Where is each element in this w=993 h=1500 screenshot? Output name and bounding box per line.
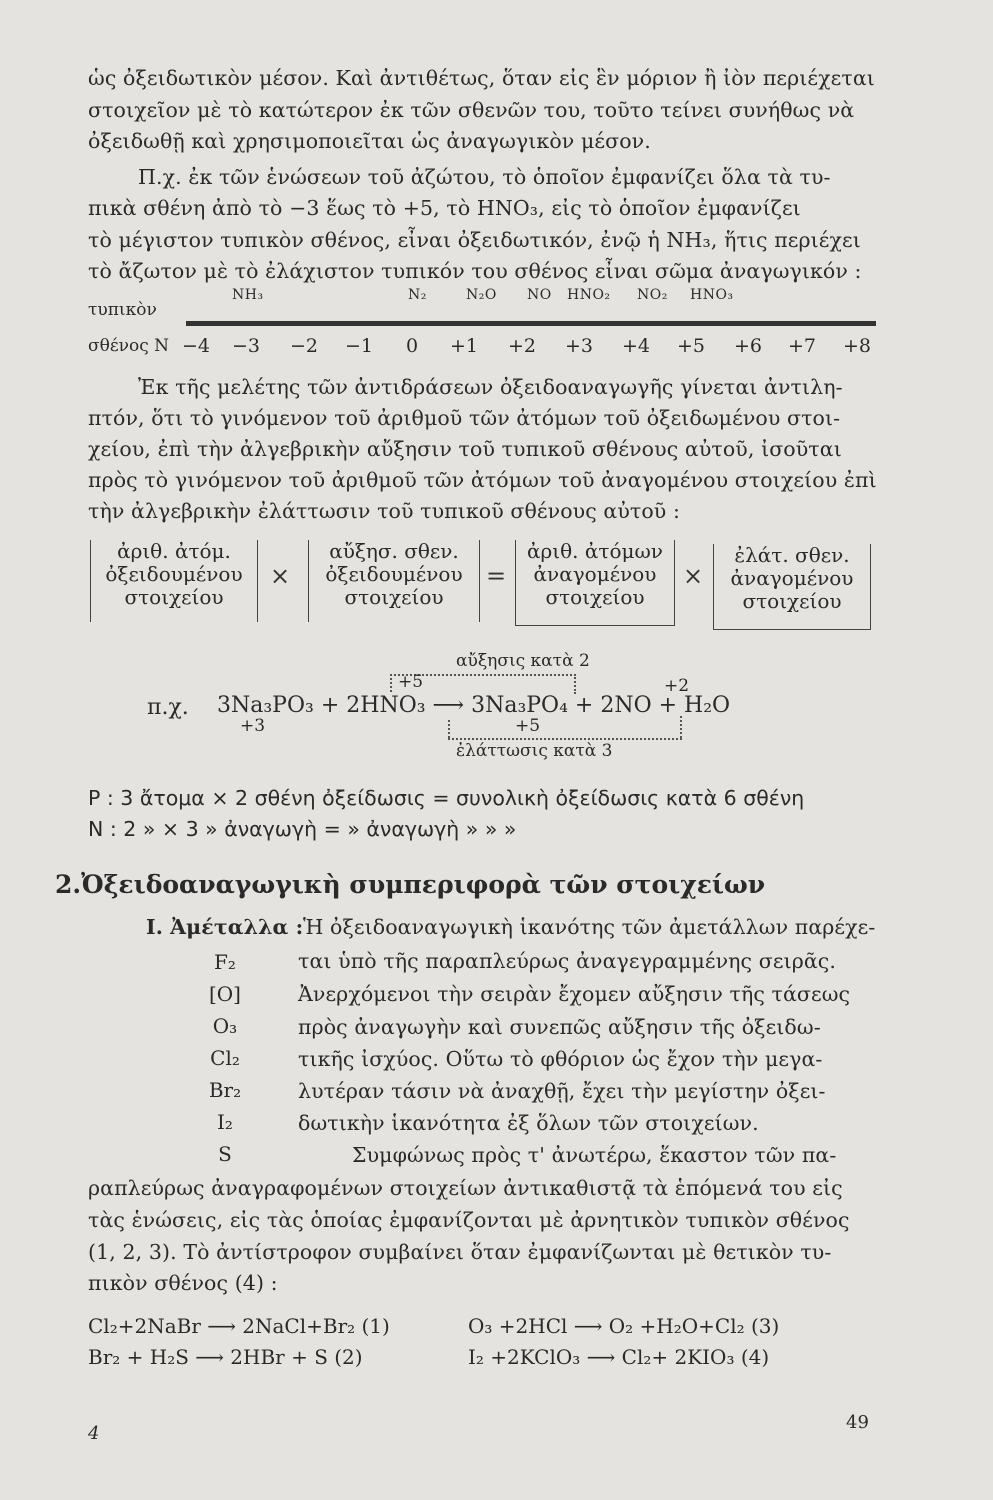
text-line: τὰς ἑνώσεις, εἰς τὰς ὁποίας ἐμφανίζονται μὲ ἀρνητικὸν τυπικὸν σθένος xyxy=(88,1208,850,1232)
series-element: F₂ xyxy=(214,950,236,974)
page-number: 49 xyxy=(846,1412,869,1433)
text-line: ὡς ὀξειδωτικὸν μέσον. Καὶ ἀντιθέτως, ὅταν εἰς ἓν μόριον ἢ ἰὸν περιέχεται xyxy=(88,66,875,90)
signature-mark: 4 xyxy=(88,1423,100,1444)
series-element: O₃ xyxy=(212,1014,238,1038)
text-line: πρὸς ἀναγωγὴν καὶ συνεπῶς αὔξησιν τῆς ὀξειδω- xyxy=(298,1015,821,1039)
text-line: Π.χ. ἐκ τῶν ἑνώσεων τοῦ ἀζώτου, τὸ ὁποῖον ἐμφανίζει ὅλα τὰ τυ- xyxy=(138,165,831,189)
text-line: Ἐκ τῆς μελέτης τῶν ἀντιδράσεων ὀξειδοαναγωγῆς γίνεται ἀντιλη- xyxy=(138,375,843,399)
formula-box-line: ἀριθ. ἀτόμ. xyxy=(117,539,231,563)
text-line: ραπλεύρως ἀναγραφομένων στοιχείων ἀντικαθιστᾷ τὰ ἑπόμενά του εἰς xyxy=(88,1176,843,1200)
equation: Br₂ + H₂S ⟶ 2HBr + S (2) xyxy=(88,1345,363,1369)
text-line: τὸ μέγιστον τυπικὸν σθένος, εἶναι ὀξειδωτικόν, ἐνῷ ἡ NH₃, ἥτις περιέχει xyxy=(88,228,861,252)
oxidation-value: +6 xyxy=(734,335,763,357)
formula-box-line: αὔξησ. σθεν. xyxy=(329,539,459,563)
text-line: πτόν, ὅτι τὸ γινόμενον τοῦ ἀριθμοῦ τῶν ἀτόμων τοῦ ὀξειδωμένου στοι- xyxy=(88,406,841,430)
text-line: πρὸς τὸ γινόμενον τοῦ ἀριθμοῦ τῶν ἀτόμων τοῦ ἀναγομένου στοιχείου ἐπὶ xyxy=(88,468,877,492)
oxidation-value: +5 xyxy=(677,335,706,357)
equation: I₂ +2KClO₃ ⟶ Cl₂+ 2KIO₃ (4) xyxy=(468,1345,770,1369)
formula-box-line: ὀξειδουμένου xyxy=(325,562,463,586)
text-line: (1, 2, 3). Τὸ ἀντίστροφον συμβαίνει ὅταν ἐμφανίζωνται μὲ θετικὸν τυ- xyxy=(88,1240,832,1264)
compound-label: N₂ xyxy=(408,287,427,303)
text-line: δωτικὴν ἱκανότητα ἐξ ὅλων τῶν στοιχείων. xyxy=(298,1111,759,1135)
oxidation-value: −2 xyxy=(290,335,319,357)
equation: Cl₂+2NaBr ⟶ 2NaCl+Br₂ (1) xyxy=(88,1314,390,1338)
oxidation-state: +2 xyxy=(664,676,690,696)
series-element: Br₂ xyxy=(208,1078,242,1102)
oxidation-state: +3 xyxy=(240,716,266,736)
number-line-label-bottom: σθένος N xyxy=(88,336,170,356)
text-line: πικὸν σθένος (4) : xyxy=(88,1271,278,1295)
text-line: στοιχεῖον μὲ τὸ κατώτερον ἐκ τῶν σθενῶν του, τοῦτο τείνει συνήθως νὰ xyxy=(88,98,855,122)
balance-line: P : 3 ἄτομα × 2 σθένη ὀξείδωσις = συνολικὴ ὀξείδωσις κατὰ 6 σθένη xyxy=(88,786,805,810)
formula-box-line: στοιχείου xyxy=(124,585,224,609)
formula-box xyxy=(308,540,480,622)
text-line: ὀξειδωθῇ καὶ χρησιμοποιεῖται ὡς ἀναγωγικὸν μέσον. xyxy=(88,129,651,153)
formula-box-line: ἐλάτ. σθεν. xyxy=(734,543,850,567)
oxidation-value: 0 xyxy=(406,335,419,357)
formula-box-line: ὀξειδουμένου xyxy=(105,562,243,586)
equation: O₃ +2HCl ⟶ O₂ +H₂O+Cl₂ (3) xyxy=(468,1314,780,1338)
text-line: τὸ ἄζωτον μὲ τὸ ἐλάχιστον τυπικόν του σθένος εἶναι σῶμα ἀναγωγικόν : xyxy=(88,259,862,283)
reaction-prefix: π.χ. xyxy=(147,695,189,720)
reaction-equation: 3Na₃PO₃ + 2HNO₃ ⟶ 3Na₃PO₄ + 2NO + H₂O xyxy=(217,693,731,718)
oxidation-state: +5 xyxy=(515,716,541,736)
text-line: τὴν ἀλγεβρικὴν ἐλάττωσιν τοῦ τυπικοῦ σθένους αὐτοῦ : xyxy=(88,499,680,523)
oxidation-value: +1 xyxy=(450,335,479,357)
decrease-bracket xyxy=(448,738,682,740)
formula-box-line: στοιχείου xyxy=(545,585,645,609)
formula-box-line: ἀναγομένου xyxy=(730,566,854,590)
multiply-sign: × xyxy=(683,562,704,590)
compound-label: HNO₃ xyxy=(690,287,734,303)
formula-box xyxy=(713,544,871,630)
subsection-lead: I. Ἀμέταλλα : xyxy=(146,915,304,939)
decrease-label: ἐλάττωσις κατὰ 3 xyxy=(456,741,613,761)
section-heading: 2.Ὀξειδοαναγωγικὴ συμπεριφορὰ τῶν στοιχείων xyxy=(55,870,766,899)
number-line-label-top: τυπικὸν xyxy=(88,300,157,320)
text-line: τικῆς ἰσχύος. Οὕτω τὸ φθόριον ὡς ἔχον τὴν μεγα- xyxy=(298,1047,823,1071)
formula-box-line: στοιχείου xyxy=(742,589,842,613)
formula-box xyxy=(515,540,675,626)
decrease-bracket xyxy=(448,720,450,738)
oxidation-value: −4 xyxy=(182,335,211,357)
balance-line: N : 2 » × 3 » ἀναγωγὴ = » ἀναγωγὴ » » » xyxy=(88,817,517,841)
multiply-sign: × xyxy=(270,562,291,590)
text-line: λυτέραν τάσιν νὰ ἀναχθῇ, ἔχει τὴν μεγίστην ὀξει- xyxy=(298,1079,826,1103)
series-element: Cl₂ xyxy=(210,1046,240,1070)
compound-label: NH₃ xyxy=(232,287,264,303)
oxidation-value: −1 xyxy=(345,335,374,357)
series-element: I₂ xyxy=(217,1110,233,1134)
text-line: Ἡ ὀξειδοαναγωγικὴ ἱκανότης τῶν ἀμετάλλων παρέχε- xyxy=(303,915,876,939)
oxidation-value: +8 xyxy=(843,335,872,357)
formula-box xyxy=(90,540,258,622)
compound-label: NO₂ xyxy=(637,287,668,303)
text-line: Ἀνερχόμενοι τὴν σειρὰν ἔχομεν αὔξησιν τῆς τάσεως xyxy=(298,982,851,1006)
text-line: ται ὑπὸ τῆς παραπλεύρως ἀναγεγραμμένης σειρᾶς. xyxy=(298,949,836,973)
compound-label: N₂O xyxy=(466,287,497,303)
increase-bracket xyxy=(574,674,576,694)
formula-box-line: στοιχείου xyxy=(344,585,444,609)
equals-sign: = xyxy=(486,562,507,590)
formula-box-line: ἀναγομένου xyxy=(533,562,657,586)
text-line: πικὰ σθένη ἀπὸ τὸ −3 ἕως τὸ +5, τὸ HNO₃, εἰς τὸ ὁποῖον ἐμφανίζει xyxy=(88,196,801,220)
oxidation-value: +3 xyxy=(565,335,594,357)
increase-label: αὔξησις κατὰ 2 xyxy=(456,651,590,671)
formula-box-line: ἀριθ. ἀτόμων xyxy=(527,539,663,563)
oxidation-value: +4 xyxy=(622,335,651,357)
series-element: [O] xyxy=(208,982,241,1006)
increase-bracket xyxy=(390,674,392,692)
compound-label: NO xyxy=(527,287,552,303)
compound-label: HNO₂ xyxy=(567,287,611,303)
text-line: χείου, ἐπὶ τὴν ἀλγεβρικὴν αὔξησιν τοῦ τυπικοῦ σθένους αὐτοῦ, ἰσοῦται xyxy=(88,437,842,461)
oxidation-state: +5 xyxy=(398,672,424,692)
oxidation-value: −3 xyxy=(232,335,261,357)
text-line: Συμφώνως πρὸς τ' ἀνωτέρω, ἕκαστον τῶν πα- xyxy=(352,1143,837,1167)
number-line-axis xyxy=(186,321,876,326)
oxidation-value: +7 xyxy=(788,335,817,357)
series-element: S xyxy=(218,1142,232,1166)
decrease-bracket xyxy=(680,716,682,738)
oxidation-value: +2 xyxy=(508,335,537,357)
